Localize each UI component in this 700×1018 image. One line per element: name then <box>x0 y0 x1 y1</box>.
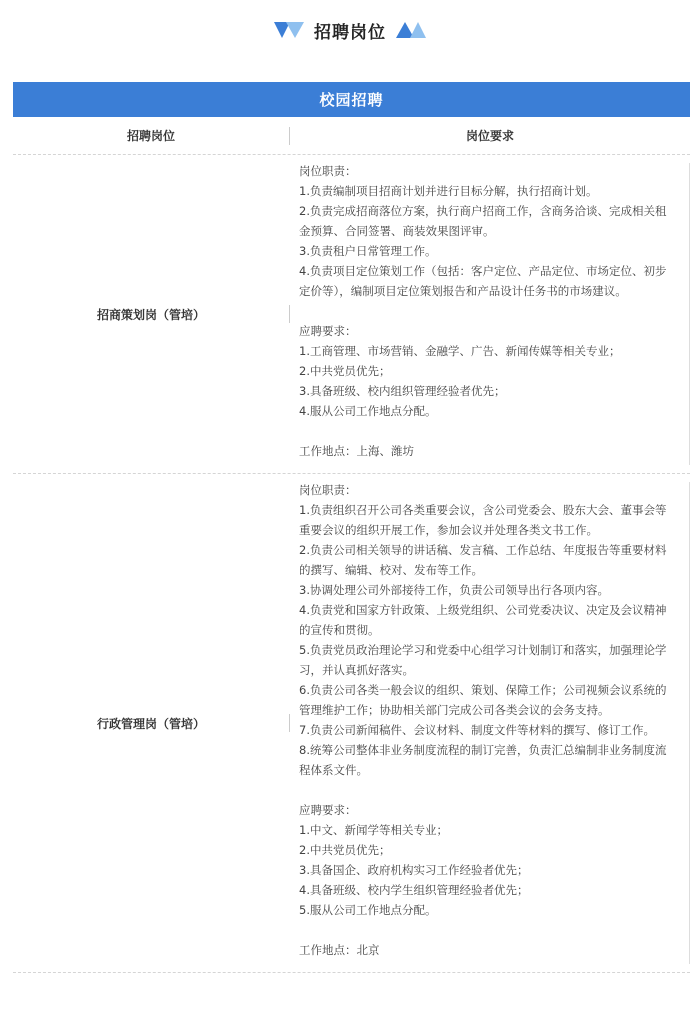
duty-heading: 岗位职责： <box>299 483 357 497</box>
column-header-requirement: 岗位要求 <box>465 129 514 143</box>
job-title: 招商策划岗（管培） <box>96 307 205 322</box>
requirement-item: 1.中文、新闻学等相关专业； <box>299 823 448 837</box>
requirement-item: 2.中共党员优先； <box>299 843 391 857</box>
requirement-item: 3.具备班级、校内组织管理经验者优先； <box>299 384 506 398</box>
requirement-item: 1.工商管理、市场营销、金融学、广告、新闻传媒等相关专业； <box>299 344 621 358</box>
column-header-row <box>13 117 690 155</box>
duty-heading: 岗位职责： <box>299 164 357 178</box>
job-row <box>13 155 690 474</box>
duty-item: 3.负责租户日常管理工作。 <box>299 244 437 258</box>
page-title-row <box>0 16 700 44</box>
job-requirements <box>289 474 689 972</box>
job-title: 行政管理岗（管培） <box>96 716 205 731</box>
requirement-item: 4.服从公司工作地点分配。 <box>299 404 437 418</box>
requirement-heading: 应聘要求： <box>299 324 357 338</box>
duty-item: 4.负责项目定位策划工作（包括：客户定位、产品定位、市场定位、初步定价等），编制项目定位策划报告和产品设计任务书的市场建议。 <box>299 264 667 298</box>
column-divider <box>289 305 290 323</box>
row-right-border <box>689 482 690 964</box>
requirement-item: 4.具备班级、校内学生组织管理经验者优先； <box>299 883 529 897</box>
duty-item: 2.负责完成招商落位方案，执行商户招商工作，含商务洽谈、完成相关租金预算、合同签署、商装效果图评审。 <box>299 204 667 238</box>
row-right-border <box>689 163 690 465</box>
section-header: 校园招聘 <box>13 82 690 117</box>
duty-item: 1.负责组织召开公司各类重要会议，含公司党委会、股东大会、董事会等重要会议的组织开展工作，参加会议并处理各类文书工作。 <box>299 503 667 537</box>
duty-item: 5.负责党员政治理论学习和党委中心组学习计划制订和落实，加强理论学习，并认真抓好落实。 <box>299 643 667 677</box>
page-title: 招聘岗位 <box>314 22 386 43</box>
duty-item: 6.负责公司各类一般会议的组织、策划、保障工作；公司视频会议系统的管理维护工作；协助相关部门完成公司各类会议的会务支持。 <box>299 683 667 717</box>
column-divider <box>289 714 290 732</box>
requirement-item: 2.中共党员优先； <box>299 364 391 378</box>
duty-item: 3.协调处理公司外部接待工作，负责公司领导出行各项内容。 <box>299 583 609 597</box>
right-triangle-decoration-icon <box>396 21 426 39</box>
duty-item: 2.负责公司相关领导的讲话稿、发言稿、工作总结、年度报告等重要材料的撰写、编辑、校对、发布等工作。 <box>299 543 667 577</box>
job-requirements <box>289 155 689 473</box>
duty-item: 4.负责党和国家方针政策、上级党组织、公司党委决议、决定及会议精神的宣传和贯彻。 <box>299 603 667 637</box>
column-header-position: 招聘岗位 <box>126 129 175 143</box>
requirement-heading: 应聘要求： <box>299 803 357 817</box>
job-row <box>13 474 690 973</box>
work-location: 工作地点：北京 <box>299 943 380 957</box>
requirement-item: 5.服从公司工作地点分配。 <box>299 903 437 917</box>
duty-item: 8.统筹公司整体非业务制度流程的制订完善，负责汇总编制非业务制度流程体系文件。 <box>299 743 667 777</box>
duty-item: 7.负责公司新闻稿件、会议材料、制度文件等材料的撰写、修订工作。 <box>299 723 655 737</box>
campus-recruitment-table <box>13 82 690 973</box>
left-triangle-decoration-icon <box>274 21 304 39</box>
duty-item: 1.负责编制项目招商计划并进行目标分解，执行招商计划。 <box>299 184 598 198</box>
work-location: 工作地点：上海、潍坊 <box>299 444 414 458</box>
requirement-item: 3.具备国企、政府机构实习工作经验者优先； <box>299 863 529 877</box>
